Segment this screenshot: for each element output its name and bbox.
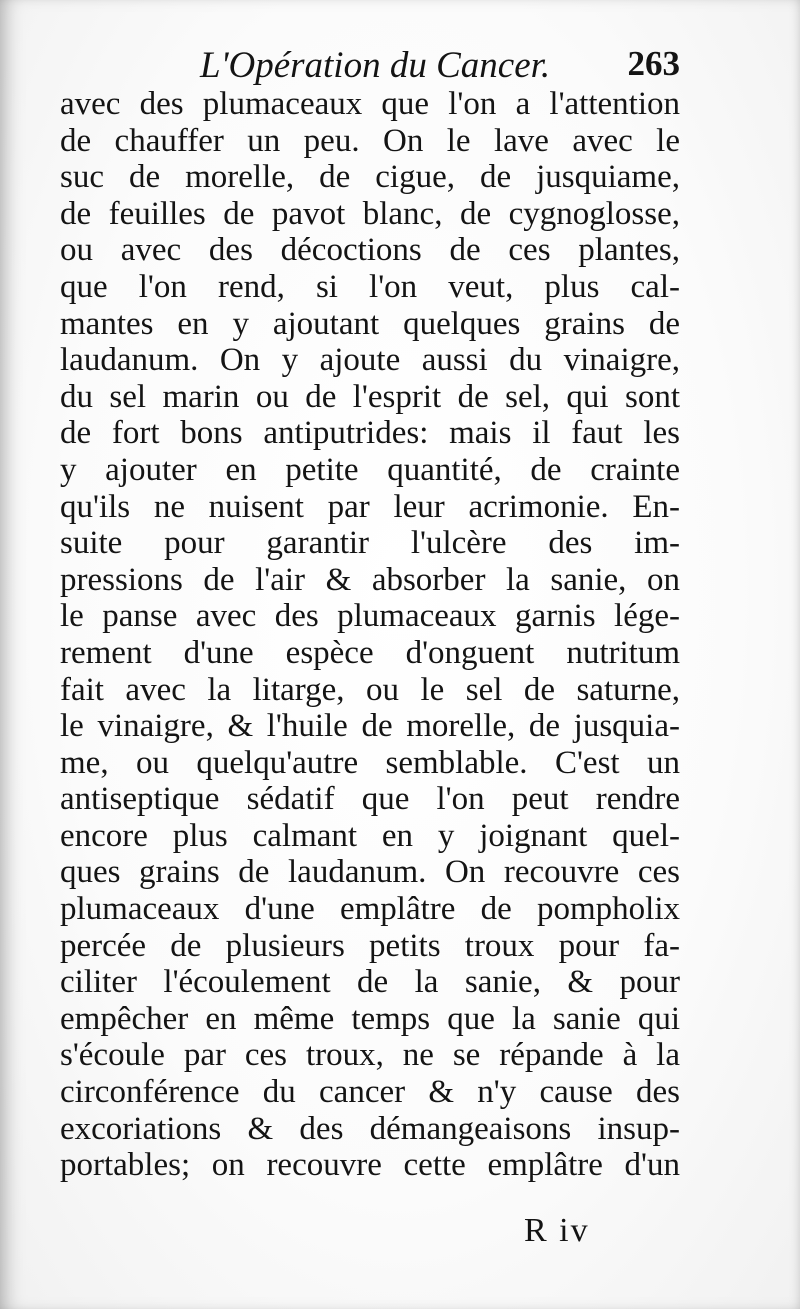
text-line: le panse avec des plumaceaux garnis lége- — [60, 598, 680, 635]
text-line: laudanum. On y ajoute aussi du vinaigre, — [60, 342, 680, 379]
text-line: de fort bons antiputrides: mais il faut les — [60, 415, 680, 452]
text-line: me, ou quelqu'autre semblable. C'est un — [60, 744, 680, 781]
text-line: du sel marin ou de l'esprit de sel, qui sont — [60, 378, 680, 415]
text-line: ques grains de laudanum. On recouvre ces — [60, 854, 680, 891]
text-line: encore plus calmant en y joignant quel- — [60, 817, 680, 854]
text-line: pressions de l'air & absorber la sanie, on — [60, 561, 680, 598]
running-title: L'Opération du Cancer. — [200, 45, 551, 86]
text-line: mantes en y ajoutant quelques grains de — [60, 305, 680, 342]
text-line: y ajouter en petite quantité, de crainte — [60, 451, 680, 488]
text-line: le vinaigre, & l'huile de morelle, de jusquia- — [60, 708, 680, 745]
page-number: 263 — [627, 44, 680, 83]
text-line: suite pour garantir l'ulcère des im- — [60, 525, 680, 562]
text-line: s'écoule par ces troux, ne se répande à la — [60, 1037, 680, 1074]
text-line: que l'on rend, si l'on veut, plus cal- — [60, 268, 680, 305]
text-line: excoriations & des démangeaisons insup- — [60, 1110, 680, 1147]
text-line: portables; on recouvre cette emplâtre d'un — [60, 1147, 680, 1184]
text-line: suc de morelle, de cigue, de jusquiame, — [60, 159, 680, 196]
text-line: circonférence du cancer & n'y cause des — [60, 1074, 680, 1111]
text-line: ciliter l'écoulement de la sanie, & pour — [60, 964, 680, 1001]
text-line: fait avec la litarge, ou le sel de saturne, — [60, 671, 680, 708]
body-text — [60, 86, 680, 1184]
text-line: plumaceaux d'une emplâtre de pompholix — [60, 891, 680, 928]
text-line: rement d'une espèce d'onguent nutritum — [60, 634, 680, 671]
text-line: avec des plumaceaux que l'on a l'attention — [60, 86, 680, 122]
text-line: empêcher en même temps que la sanie qui — [60, 1000, 680, 1037]
text-line: antiseptique sédatif que l'on peut rendre — [60, 781, 680, 818]
text-line: ou avec des décoctions de ces plantes, — [60, 232, 680, 269]
signature-mark: R iv — [524, 1212, 590, 1249]
text-line: qu'ils ne nuisent par leur acrimonie. En- — [60, 488, 680, 525]
text-line: percée de plusieurs petits troux pour fa- — [60, 927, 680, 964]
text-line: de feuilles de pavot blanc, de cygnoglosse, — [60, 195, 680, 232]
text-line: de chauffer un peu. On le lave avec le — [60, 122, 680, 159]
